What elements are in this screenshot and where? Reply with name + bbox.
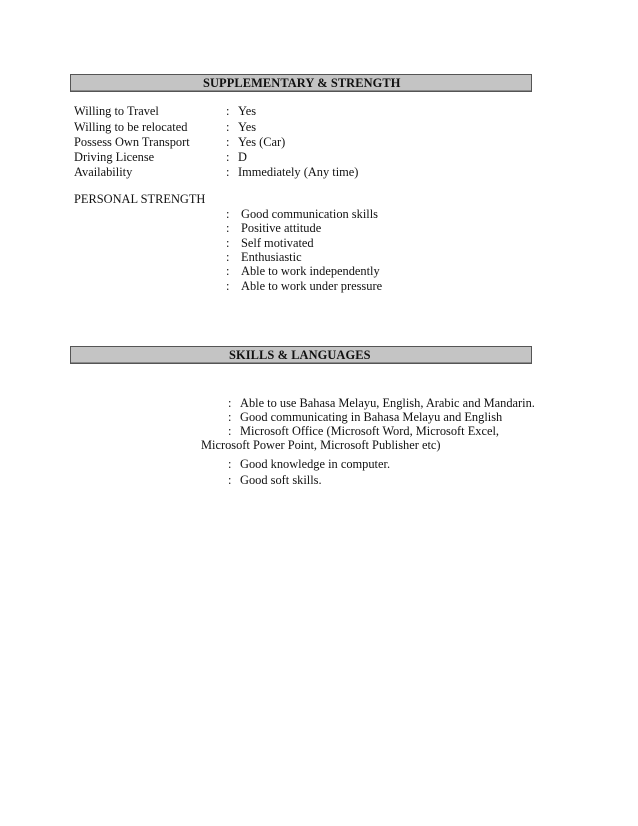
personal-strength-label: PERSONAL STRENGTH bbox=[74, 192, 206, 206]
strength-colon: : bbox=[226, 279, 230, 293]
section-title-skills: SKILLS & LANGUAGES bbox=[229, 348, 371, 362]
skill-colon: : bbox=[228, 473, 232, 487]
strength-colon: : bbox=[226, 221, 230, 235]
strength-text: Enthusiastic bbox=[241, 250, 302, 264]
strength-colon: : bbox=[226, 207, 230, 221]
info-colon: : bbox=[226, 165, 230, 179]
skill-colon: : bbox=[228, 410, 232, 424]
section-title-supplementary: SUPPLEMENTARY & STRENGTH bbox=[203, 76, 401, 90]
info-label: Willing to be relocated bbox=[74, 120, 188, 134]
strength-text: Able to work under pressure bbox=[241, 279, 383, 293]
skill-colon: : bbox=[228, 424, 232, 438]
info-label: Possess Own Transport bbox=[74, 135, 190, 149]
skill-text: Able to use Bahasa Melayu, English, Arabic and Mandarin. bbox=[240, 396, 535, 410]
info-value: Yes bbox=[238, 104, 257, 118]
skill-colon: : bbox=[228, 457, 232, 471]
skill-colon: : bbox=[228, 396, 232, 410]
info-value: Immediately (Any time) bbox=[238, 165, 359, 179]
strength-text: Self motivated bbox=[241, 236, 314, 250]
info-colon: : bbox=[226, 120, 230, 134]
info-label: Availability bbox=[74, 165, 133, 179]
strength-colon: : bbox=[226, 236, 230, 250]
info-value: Yes (Car) bbox=[238, 135, 286, 149]
skill-text: Microsoft Power Point, Microsoft Publisher etc) bbox=[201, 438, 441, 452]
strength-text: Good communication skills bbox=[241, 207, 378, 221]
info-value: D bbox=[238, 150, 247, 164]
strength-colon: : bbox=[226, 250, 230, 264]
strength-colon: : bbox=[226, 264, 230, 278]
skill-text: Good communicating in Bahasa Melayu and English bbox=[240, 410, 503, 424]
info-label: Driving License bbox=[74, 150, 155, 164]
skill-text: Good knowledge in computer. bbox=[240, 457, 391, 471]
strength-text: Able to work independently bbox=[241, 264, 380, 278]
info-colon: : bbox=[226, 135, 230, 149]
info-label: Willing to Travel bbox=[74, 104, 159, 118]
skill-text: Microsoft Office (Microsoft Word, Microsoft Excel, bbox=[240, 424, 500, 438]
section-bar-skills bbox=[70, 346, 532, 364]
section-bar-supplementary bbox=[70, 74, 532, 92]
info-colon: : bbox=[226, 104, 230, 118]
info-colon: : bbox=[226, 150, 230, 164]
info-value: Yes bbox=[238, 120, 257, 134]
skill-text: Good soft skills. bbox=[240, 473, 322, 487]
strength-text: Positive attitude bbox=[241, 221, 322, 235]
